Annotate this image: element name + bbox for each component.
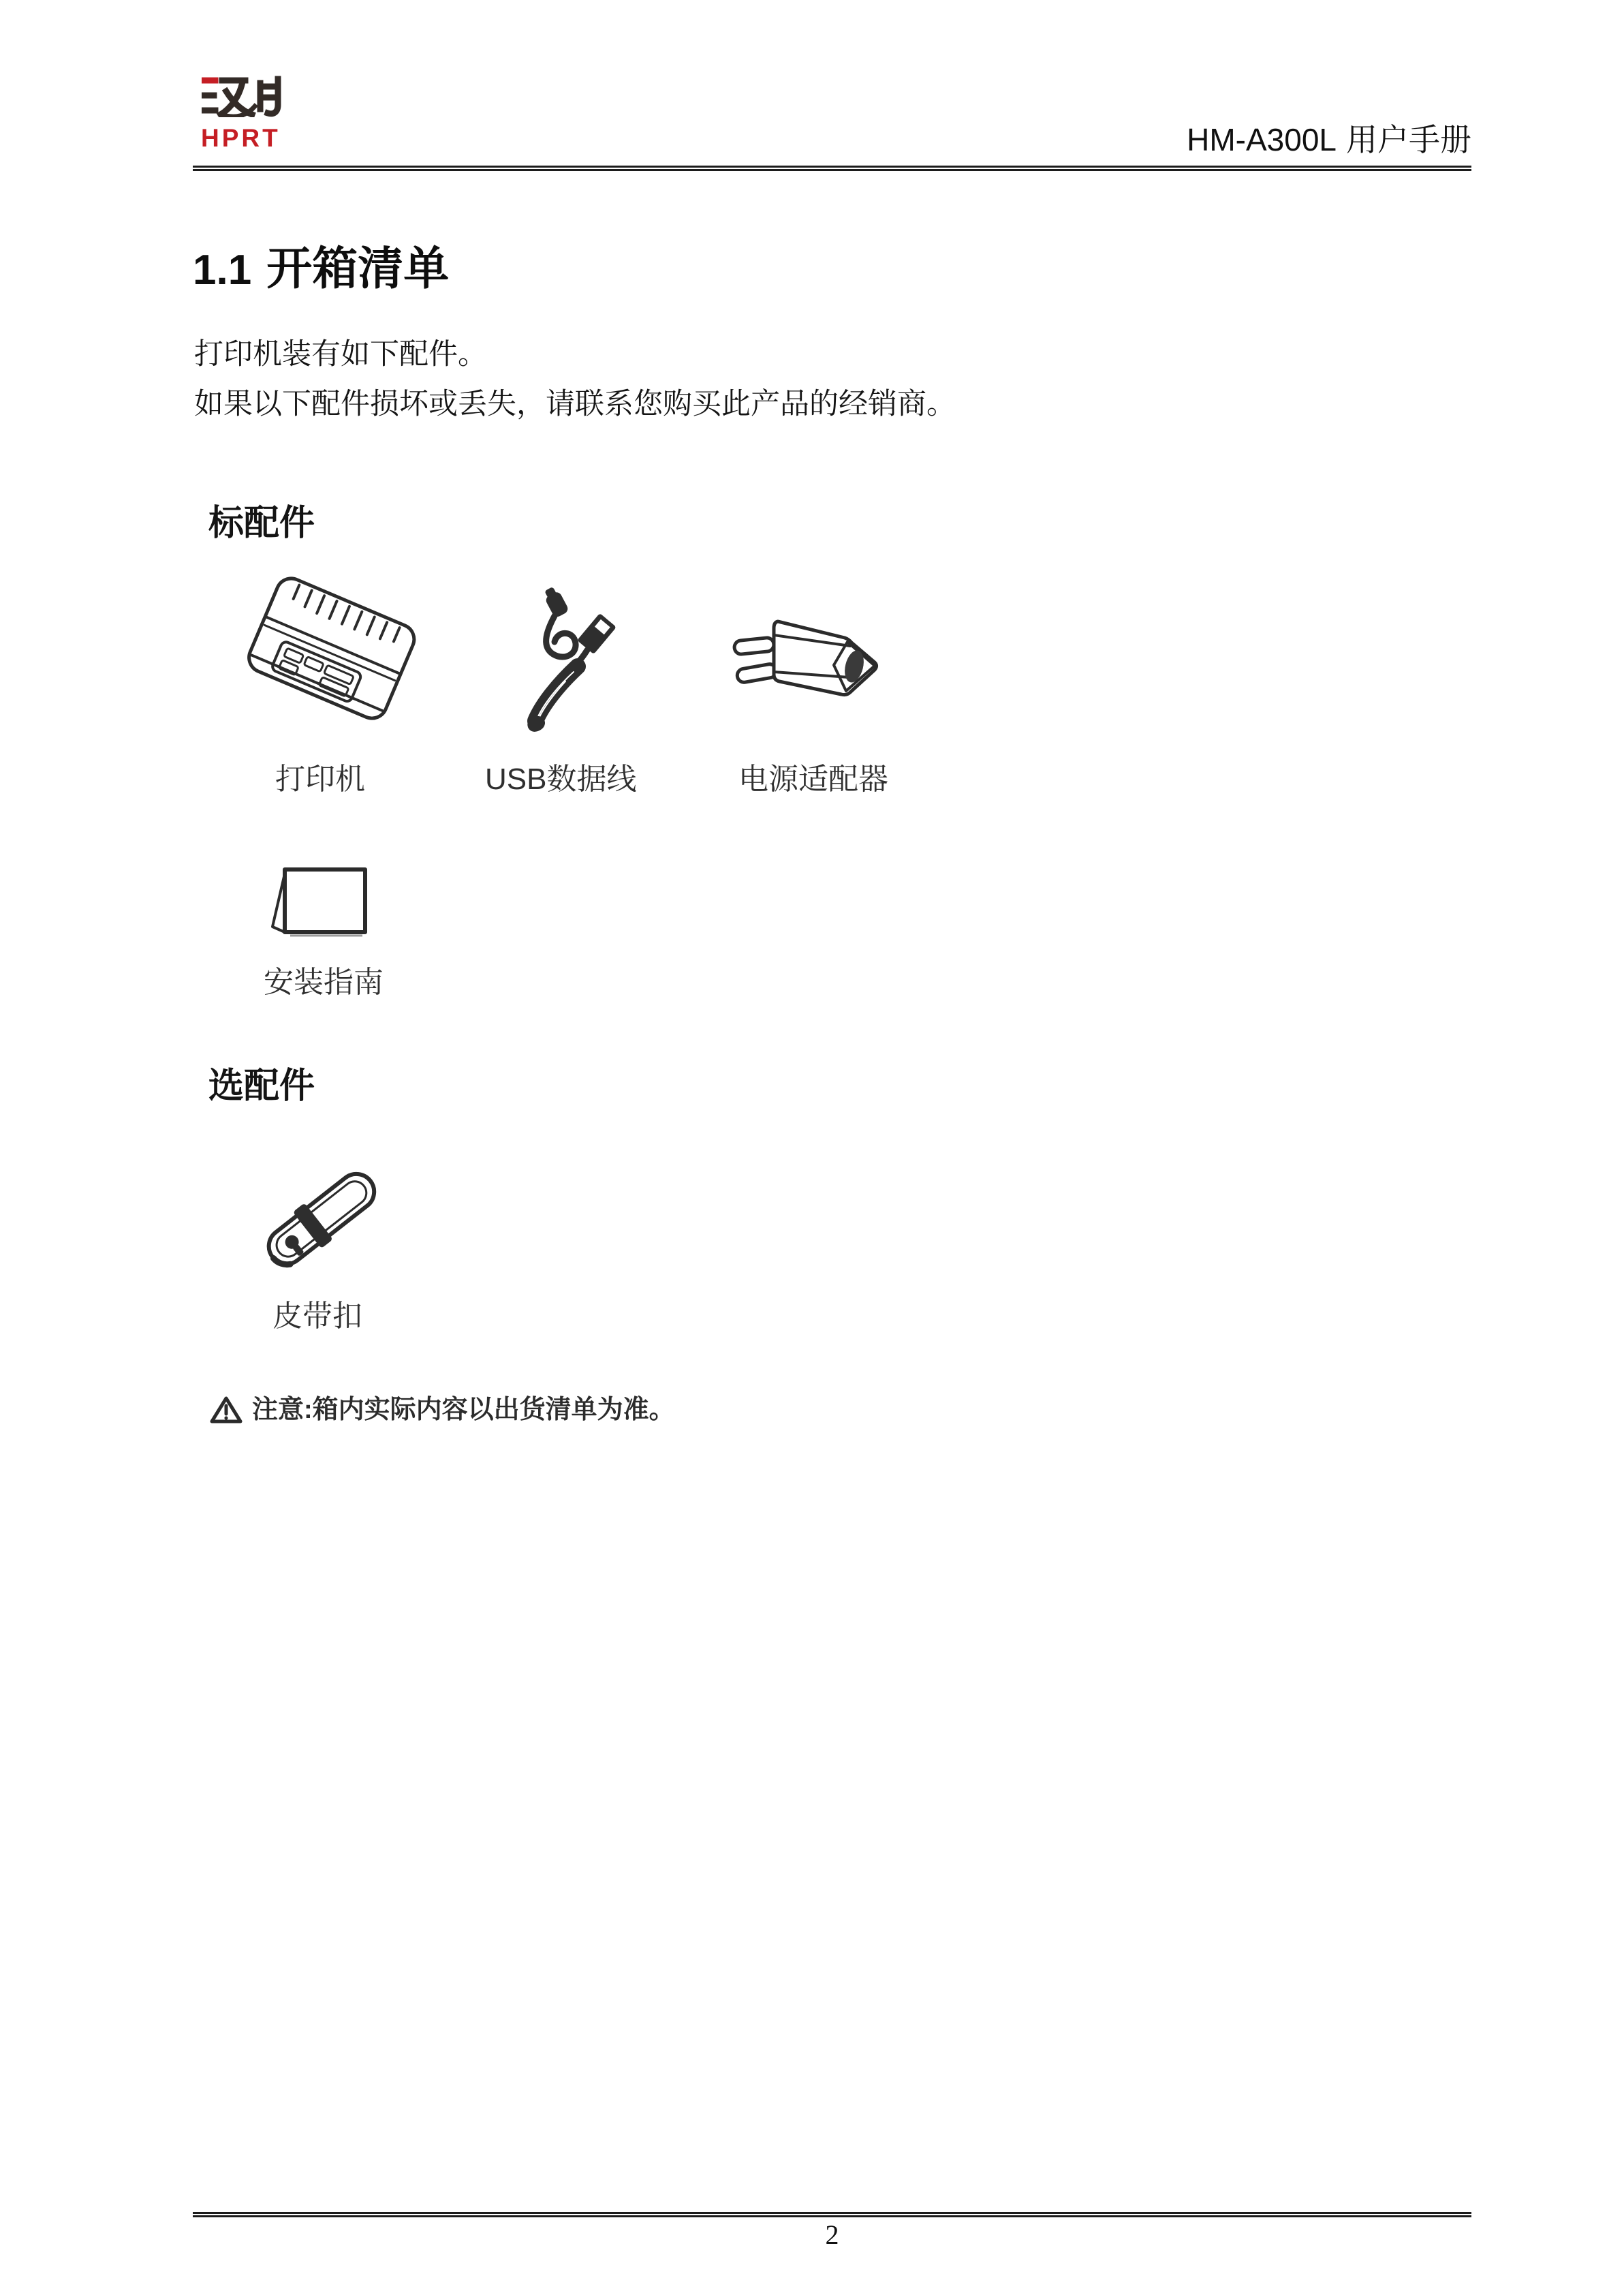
- setup-guide-figure: [267, 865, 371, 939]
- hprt-logo: [202, 75, 287, 119]
- header-model: HM-A300L: [1187, 122, 1337, 157]
- usb-cable-label: USB数据线: [485, 763, 637, 796]
- printer-icon: [237, 571, 422, 735]
- note-text: 注意:箱内实际内容以出货清单为准。: [252, 1396, 675, 1424]
- warning-triangle-icon: [210, 1396, 243, 1424]
- logo-brand-en: HPRT: [201, 124, 281, 152]
- printer-figure: [237, 571, 422, 735]
- header-manual-title: [1187, 123, 1471, 158]
- power-adapter-label: 电源适配器: [738, 763, 888, 796]
- standard-accessories-heading: 标配件: [208, 504, 315, 543]
- section-title-text: 开箱清单: [266, 244, 450, 294]
- usb-cable-icon: [515, 585, 636, 739]
- footer-rule: [193, 2212, 1471, 2217]
- usb-cable-figure: [515, 585, 636, 739]
- header-rule: [193, 166, 1471, 171]
- power-adapter-icon: [728, 604, 886, 717]
- setup-guide-label: 安装指南: [264, 966, 384, 999]
- hprt-logo-icon: [202, 75, 287, 117]
- setup-guide-icon: [267, 865, 371, 939]
- belt-clip-label: 皮带扣: [272, 1299, 362, 1333]
- belt-clip-icon: [262, 1169, 376, 1273]
- header-doc-type: 用户手册: [1346, 123, 1471, 157]
- intro-line-1: 打印机装有如下配件。: [194, 339, 487, 371]
- optional-accessories-heading: 选配件: [208, 1066, 315, 1106]
- printer-label: 打印机: [275, 763, 365, 796]
- note: [210, 1396, 675, 1424]
- belt-clip-figure: [262, 1169, 376, 1273]
- page-number: 2: [825, 2219, 839, 2250]
- power-adapter-figure: [728, 604, 886, 717]
- section-title: [193, 244, 450, 294]
- section-number: 1.1: [193, 247, 252, 294]
- intro-line-2: 如果以下配件损坏或丢失，请联系您购买此产品的经销商。: [194, 388, 956, 420]
